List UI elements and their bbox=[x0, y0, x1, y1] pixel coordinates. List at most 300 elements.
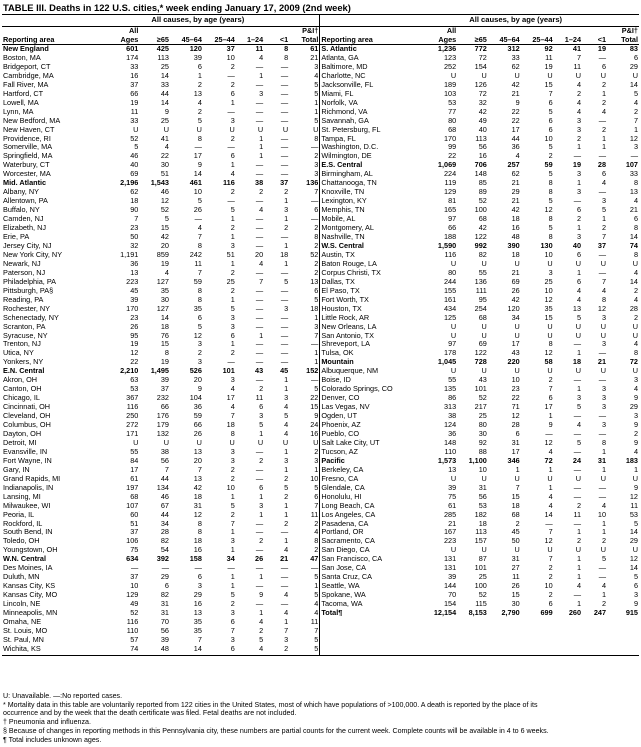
pi-total: 12 bbox=[629, 134, 638, 143]
age-25-44: 6 bbox=[230, 89, 235, 98]
all-ages: 135 bbox=[444, 385, 457, 394]
table-row bbox=[2, 636, 639, 645]
all-ages: 37 bbox=[130, 573, 139, 582]
age-45-64: 2 bbox=[515, 519, 520, 528]
age-45-64: 2 bbox=[197, 107, 202, 116]
age-1-24: — bbox=[573, 197, 582, 206]
age-45-64: 1 bbox=[197, 71, 202, 80]
age-25-44: 6 bbox=[230, 331, 235, 340]
pi-total: 8 bbox=[633, 349, 638, 358]
age-45-64: 158 bbox=[189, 555, 202, 564]
age-25-44: 2 bbox=[230, 188, 235, 197]
age-1-24: 1 bbox=[259, 71, 264, 80]
pi-total: 3 bbox=[314, 170, 319, 179]
age-under-1: 1 bbox=[284, 385, 289, 394]
pi-total: 9 bbox=[314, 412, 319, 421]
reporting-area: Jersey City, NJ bbox=[3, 241, 52, 250]
pi-total: 21 bbox=[629, 206, 638, 215]
table-row bbox=[2, 582, 639, 591]
reporting-area: Schenectady, NY bbox=[3, 313, 59, 322]
reporting-area: Albany, NY bbox=[3, 188, 39, 197]
all-ages: 13 bbox=[130, 268, 139, 277]
table-row bbox=[2, 63, 639, 72]
age-65-plus: 33 bbox=[160, 80, 169, 89]
age-65-plus: 425 bbox=[156, 44, 169, 53]
age-25-44: — bbox=[227, 564, 235, 573]
all-ages: 33 bbox=[130, 62, 139, 71]
age-1-24: — bbox=[255, 98, 264, 107]
age-under-1: — bbox=[280, 233, 289, 242]
age-under-1: — bbox=[598, 250, 607, 259]
age-45-64: 22 bbox=[511, 394, 520, 403]
reporting-area: Toledo, OH bbox=[3, 537, 40, 546]
age-65-plus: 772 bbox=[474, 44, 487, 53]
reporting-area: Miami, FL bbox=[321, 89, 354, 98]
age-25-44: 6 bbox=[230, 618, 235, 626]
all-ages: 178 bbox=[444, 349, 457, 358]
reporting-area: San Diego, CA bbox=[321, 546, 370, 555]
age-65-plus: 706 bbox=[474, 161, 487, 170]
age-65-plus: 148 bbox=[474, 170, 487, 179]
all-ages: 1,590 bbox=[437, 241, 457, 250]
age-45-64: 6 bbox=[197, 62, 202, 71]
age-65-plus: U bbox=[163, 125, 169, 134]
age-65-plus: 113 bbox=[157, 53, 169, 62]
header-total: Total bbox=[301, 34, 319, 44]
age-65-plus: U bbox=[481, 259, 487, 268]
age-under-1: — bbox=[280, 80, 289, 89]
pi-total: 14 bbox=[629, 80, 638, 89]
age-45-64: 34 bbox=[511, 313, 520, 322]
table-row bbox=[2, 90, 639, 99]
age-25-44: 1 bbox=[230, 546, 235, 555]
age-under-1: 1 bbox=[601, 134, 607, 143]
age-45-64: 22 bbox=[511, 107, 520, 116]
reporting-area: Waterbury, CT bbox=[3, 161, 50, 170]
age-25-44: 10 bbox=[226, 483, 235, 492]
age-65-plus: 154 bbox=[474, 62, 487, 71]
all-ages: 367 bbox=[126, 394, 139, 403]
pi-total: 2 bbox=[314, 259, 319, 268]
age-25-44: 2 bbox=[230, 349, 235, 358]
reporting-area: Fort Wayne, IN bbox=[3, 456, 52, 465]
age-25-44: 58 bbox=[544, 358, 553, 367]
age-45-64: 11 bbox=[194, 259, 202, 268]
age-25-44: 1 bbox=[230, 492, 235, 501]
reporting-area: Yonkers, NY bbox=[3, 358, 44, 367]
age-65-plus: 12 bbox=[160, 197, 169, 206]
age-under-1: 7 bbox=[601, 277, 607, 286]
age-45-64: 2,790 bbox=[501, 609, 520, 618]
all-ages: 36 bbox=[448, 429, 457, 438]
age-1-24: 1 bbox=[259, 573, 264, 582]
age-1-24: — bbox=[255, 322, 264, 331]
age-45-64: 4 bbox=[515, 152, 520, 161]
age-under-1: 1 bbox=[284, 501, 289, 510]
pi-total: 8 bbox=[633, 250, 638, 259]
age-65-plus: 232 bbox=[156, 394, 169, 403]
pi-total: 13 bbox=[310, 277, 319, 286]
age-65-plus: 44 bbox=[160, 89, 169, 98]
age-25-44: 116 bbox=[223, 179, 235, 188]
age-1-24: 18 bbox=[572, 358, 582, 367]
pi-total: 1 bbox=[633, 465, 638, 474]
all-ages: 285 bbox=[444, 510, 457, 519]
age-45-64: 31 bbox=[511, 438, 520, 447]
age-under-1: 3 bbox=[601, 197, 607, 206]
all-ages: 2,196 bbox=[120, 179, 139, 188]
pi-total: 52 bbox=[310, 250, 319, 259]
reporting-area: Fort Worth, TX bbox=[321, 295, 369, 304]
reporting-area: Shreveport, LA bbox=[321, 340, 371, 349]
age-45-64: 28 bbox=[511, 421, 520, 430]
table-row bbox=[2, 439, 639, 448]
age-65-plus: 42 bbox=[478, 107, 487, 116]
reporting-area: Dallas, TX bbox=[321, 277, 355, 286]
all-ages: 123 bbox=[444, 53, 457, 62]
age-25-44: 8 bbox=[548, 179, 553, 188]
all-ages: U bbox=[450, 474, 457, 483]
pi-total: 3 bbox=[314, 161, 319, 170]
header-all: All bbox=[446, 26, 457, 35]
age-65-plus: 37 bbox=[160, 385, 169, 394]
age-25-44: — bbox=[227, 197, 235, 206]
age-1-24: — bbox=[255, 582, 264, 591]
all-ages: U bbox=[133, 438, 139, 447]
all-ages: — bbox=[131, 564, 139, 573]
age-1-24: 4 bbox=[576, 295, 582, 304]
reporting-area: San Francisco, CA bbox=[321, 555, 383, 564]
age-under-1: 8 bbox=[601, 295, 607, 304]
pi-total: 2 bbox=[314, 241, 319, 250]
age-under-1: 19 bbox=[597, 44, 607, 53]
pi-total: — bbox=[311, 564, 319, 573]
age-1-24: — bbox=[255, 107, 264, 116]
age-1-24: 3 bbox=[259, 89, 264, 98]
age-45-64: 42 bbox=[511, 80, 520, 89]
age-65-plus: 1,495 bbox=[150, 367, 169, 376]
age-under-1: 7 bbox=[284, 626, 289, 635]
all-ages: 17 bbox=[130, 465, 139, 474]
reporting-area: Portland, OR bbox=[321, 528, 364, 537]
footnote: * Mortality data in this table are voluntarily reported from 122 cities in the United States, most of which have populations of >100,000. A death is reported by the place of its bbox=[3, 700, 538, 709]
age-45-64: 13 bbox=[193, 609, 202, 618]
age-1-24: — bbox=[573, 429, 582, 438]
age-65-plus: 70 bbox=[160, 618, 169, 626]
age-45-64: 5 bbox=[197, 116, 202, 125]
age-under-1: 1 bbox=[601, 519, 607, 528]
age-45-64: — bbox=[194, 215, 202, 224]
reporting-area: Mid. Atlantic bbox=[3, 179, 47, 188]
age-1-24: 1 bbox=[576, 143, 582, 152]
age-65-plus: 85 bbox=[478, 179, 487, 188]
age-25-44: 1 bbox=[230, 215, 235, 224]
age-under-1: — bbox=[280, 161, 289, 170]
age-25-44: 4 bbox=[548, 492, 553, 501]
all-ages: 66 bbox=[130, 89, 139, 98]
pi-total: 136 bbox=[306, 179, 319, 188]
header-65-plus: ≥65 bbox=[457, 27, 488, 45]
reporting-area: Baton Rouge, LA bbox=[321, 259, 377, 268]
group-header-left: All causes, by age (years) bbox=[151, 15, 245, 25]
all-ages: U bbox=[133, 125, 139, 134]
reporting-area: Mobile, AL bbox=[321, 215, 356, 224]
age-1-24: 3 bbox=[259, 412, 264, 421]
reporting-area: Wichita, KS bbox=[3, 644, 41, 653]
pi-total: 11 bbox=[630, 501, 638, 510]
age-under-1: 247 bbox=[593, 609, 607, 618]
age-65-plus: 82 bbox=[478, 250, 487, 259]
age-25-44: 1 bbox=[230, 98, 235, 107]
reporting-area: New Haven, CT bbox=[3, 125, 55, 134]
age-45-64: 3 bbox=[197, 582, 202, 591]
age-45-64: 59 bbox=[193, 412, 202, 421]
table-row bbox=[2, 528, 639, 537]
age-45-64: 35 bbox=[193, 618, 202, 626]
header-ages: Ages bbox=[120, 34, 139, 44]
age-under-1: U bbox=[600, 322, 607, 331]
age-25-44: 35 bbox=[544, 304, 553, 313]
reporting-area: Fall River, MA bbox=[3, 80, 49, 89]
age-65-plus: 122 bbox=[474, 349, 487, 358]
all-ages: 188 bbox=[444, 233, 457, 242]
all-ages: 129 bbox=[126, 591, 139, 600]
reporting-area: Albuquerque, NM bbox=[321, 367, 379, 376]
age-25-44: 1 bbox=[230, 259, 235, 268]
table-row bbox=[2, 197, 639, 206]
age-1-24: 3 bbox=[576, 125, 582, 134]
pi-total: 7 bbox=[314, 501, 319, 510]
age-25-44: U bbox=[547, 71, 553, 80]
age-1-24: 6 bbox=[259, 483, 264, 492]
all-ages: 223 bbox=[126, 277, 139, 286]
age-65-plus: 92 bbox=[478, 438, 487, 447]
all-ages: 5 bbox=[134, 143, 139, 152]
age-65-plus: 66 bbox=[160, 403, 169, 412]
age-25-44: 1 bbox=[548, 465, 553, 474]
age-45-64: 45 bbox=[511, 528, 520, 537]
all-ages: 167 bbox=[444, 528, 457, 537]
age-25-44: — bbox=[545, 429, 553, 438]
age-45-64: 21 bbox=[511, 179, 520, 188]
pi-total: 14 bbox=[629, 277, 638, 286]
pi-total: 5 bbox=[633, 89, 638, 98]
all-ages: U bbox=[450, 322, 457, 331]
age-under-1: — bbox=[598, 268, 607, 277]
age-1-24: 43 bbox=[255, 367, 264, 376]
reporting-area: Birmingham, AL bbox=[321, 170, 373, 179]
age-under-1: 1 bbox=[284, 447, 289, 456]
age-65-plus: 392 bbox=[156, 555, 169, 564]
age-45-64: 11 bbox=[512, 573, 520, 582]
pi-total: 4 bbox=[633, 197, 638, 206]
age-65-plus: 95 bbox=[478, 295, 487, 304]
all-ages: 63 bbox=[130, 376, 139, 385]
pi-total: 5 bbox=[633, 519, 638, 528]
age-under-1: 1 bbox=[284, 618, 289, 626]
table-row bbox=[2, 72, 639, 81]
reporting-area: Erie, PA bbox=[3, 233, 30, 242]
age-1-24: — bbox=[255, 376, 264, 385]
table-row bbox=[2, 135, 639, 144]
table-row bbox=[2, 296, 639, 305]
footnote: § Because of changes in reporting methods in this Pennsylvania city, these numbers are partial counts for the current week. Complete counts will be available in 4 to 6 weeks. bbox=[3, 726, 549, 735]
age-under-1: 2 bbox=[601, 125, 607, 134]
age-under-1: 1 bbox=[284, 215, 289, 224]
age-1-24: 1 bbox=[576, 349, 582, 358]
reporting-area: Newark, NJ bbox=[3, 259, 41, 268]
age-45-64: 16 bbox=[193, 600, 202, 609]
age-1-24: 1 bbox=[259, 134, 264, 143]
all-ages: 37 bbox=[130, 528, 139, 537]
age-65-plus: 51 bbox=[160, 170, 169, 179]
age-25-44: 2 bbox=[548, 376, 553, 385]
age-under-1: U bbox=[282, 438, 289, 447]
age-under-1: 1 bbox=[284, 241, 289, 250]
age-1-24: — bbox=[255, 528, 264, 537]
all-ages: 116 bbox=[444, 250, 457, 259]
age-45-64: 8 bbox=[197, 241, 202, 250]
age-65-plus: 25 bbox=[160, 116, 169, 125]
age-65-plus: 31 bbox=[160, 609, 169, 618]
reporting-area: Boston, MA bbox=[3, 53, 41, 62]
age-1-24: 1 bbox=[576, 385, 582, 394]
age-45-64: 104 bbox=[189, 394, 202, 403]
age-1-24: 2 bbox=[259, 456, 264, 465]
age-25-44: 3 bbox=[230, 241, 235, 250]
age-65-plus: 25 bbox=[160, 62, 169, 71]
pi-total: 83 bbox=[629, 44, 638, 53]
age-under-1: 1 bbox=[601, 143, 607, 152]
table-row bbox=[2, 457, 639, 466]
age-45-64: 18 bbox=[511, 250, 520, 259]
pi-total: 3 bbox=[314, 62, 319, 71]
footnote: ¶ Total includes unknown ages. bbox=[3, 735, 102, 744]
age-25-44: 2 bbox=[230, 465, 235, 474]
age-25-44: 2 bbox=[230, 224, 235, 233]
age-25-44: 5 bbox=[230, 304, 235, 313]
age-1-24: 260 bbox=[568, 609, 582, 618]
pi-total: 6 bbox=[314, 286, 319, 295]
age-45-64: 5 bbox=[197, 197, 202, 206]
age-65-plus: 182 bbox=[474, 510, 487, 519]
age-1-24: — bbox=[255, 474, 264, 483]
pi-total: 14 bbox=[629, 233, 638, 242]
age-25-44: 7 bbox=[548, 555, 553, 564]
all-ages: 18 bbox=[130, 197, 139, 206]
age-45-64: 17 bbox=[511, 125, 520, 134]
age-25-44: 8 bbox=[230, 429, 235, 438]
age-65-plus: 101 bbox=[474, 385, 487, 394]
age-under-1: 7 bbox=[601, 233, 607, 242]
table-row bbox=[2, 421, 639, 430]
all-ages: 110 bbox=[444, 447, 457, 456]
age-under-1: 2 bbox=[284, 519, 289, 528]
age-45-64: 120 bbox=[507, 304, 520, 313]
age-1-24: 7 bbox=[576, 53, 582, 62]
reporting-area: Chicago, IL bbox=[3, 394, 40, 403]
pi-total: 33 bbox=[629, 170, 638, 179]
age-25-44: 10 bbox=[544, 582, 553, 591]
age-under-1: — bbox=[598, 564, 607, 573]
reporting-area: Long Beach, CA bbox=[321, 501, 375, 510]
age-65-plus: 14 bbox=[160, 313, 169, 322]
reporting-area: Richmond, VA bbox=[321, 107, 368, 116]
reporting-area: Bridgeport, CT bbox=[3, 62, 51, 71]
pi-total: 5 bbox=[314, 80, 319, 89]
table-row bbox=[2, 412, 639, 421]
age-under-1: — bbox=[280, 89, 289, 98]
all-ages: 244 bbox=[444, 277, 457, 286]
age-under-1: 4 bbox=[284, 403, 289, 412]
age-under-1: — bbox=[280, 98, 289, 107]
age-under-1: 2 bbox=[284, 224, 289, 233]
age-45-64: 48 bbox=[511, 233, 520, 242]
age-65-plus: 34 bbox=[160, 519, 169, 528]
age-under-1: — bbox=[280, 134, 289, 143]
age-45-64: 42 bbox=[511, 206, 520, 215]
age-25-44: 8 bbox=[548, 340, 553, 349]
all-ages: 1,573 bbox=[437, 456, 457, 465]
reporting-area: Allentown, PA bbox=[3, 197, 48, 206]
age-45-64: 18 bbox=[511, 501, 520, 510]
table-row bbox=[2, 251, 639, 260]
reporting-area: Houston, TX bbox=[321, 304, 362, 313]
age-65-plus: 19 bbox=[160, 259, 169, 268]
age-65-plus: 53 bbox=[478, 501, 487, 510]
pi-total: 14 bbox=[629, 564, 638, 573]
age-45-64: 10 bbox=[193, 188, 202, 197]
age-25-44: 1 bbox=[230, 582, 235, 591]
table-row bbox=[2, 260, 639, 269]
age-25-44: 3 bbox=[230, 322, 235, 331]
age-25-44: — bbox=[545, 519, 553, 528]
age-45-64: 3 bbox=[197, 340, 202, 349]
age-65-plus: 49 bbox=[478, 116, 487, 125]
age-65-plus: 10 bbox=[478, 465, 487, 474]
age-25-44: 19 bbox=[544, 62, 553, 71]
all-ages: 601 bbox=[126, 44, 139, 53]
pi-total: 5 bbox=[314, 295, 319, 304]
age-45-64: U bbox=[514, 71, 520, 80]
age-65-plus: 4 bbox=[164, 143, 169, 152]
age-45-64: 6 bbox=[515, 429, 520, 438]
pi-total: U bbox=[632, 71, 638, 80]
age-under-1: — bbox=[280, 62, 289, 71]
reporting-area: Canton, OH bbox=[3, 385, 42, 394]
pi-total: 915 bbox=[625, 609, 638, 618]
age-under-1: 1 bbox=[601, 447, 607, 456]
pi-total: 6 bbox=[314, 206, 319, 215]
age-1-24: — bbox=[255, 295, 264, 304]
age-45-64: 18 bbox=[193, 492, 202, 501]
age-under-1: 37 bbox=[280, 179, 289, 188]
pi-total: 6 bbox=[633, 53, 638, 62]
age-45-64: 21 bbox=[511, 197, 520, 206]
pi-total: — bbox=[311, 340, 319, 349]
age-under-1: 4 bbox=[284, 546, 289, 555]
age-25-44: 5 bbox=[548, 224, 553, 233]
all-ages: 26 bbox=[130, 322, 139, 331]
header-45-64: 45–64 bbox=[488, 27, 521, 45]
age-25-44: 8 bbox=[548, 233, 553, 242]
age-65-plus: 176 bbox=[156, 412, 169, 421]
pi-total: 5 bbox=[314, 573, 319, 582]
reporting-area: Trenton, NJ bbox=[3, 340, 41, 349]
age-under-1: — bbox=[280, 71, 289, 80]
reporting-area: Gary, IN bbox=[3, 465, 30, 474]
age-45-64: 36 bbox=[511, 143, 520, 152]
